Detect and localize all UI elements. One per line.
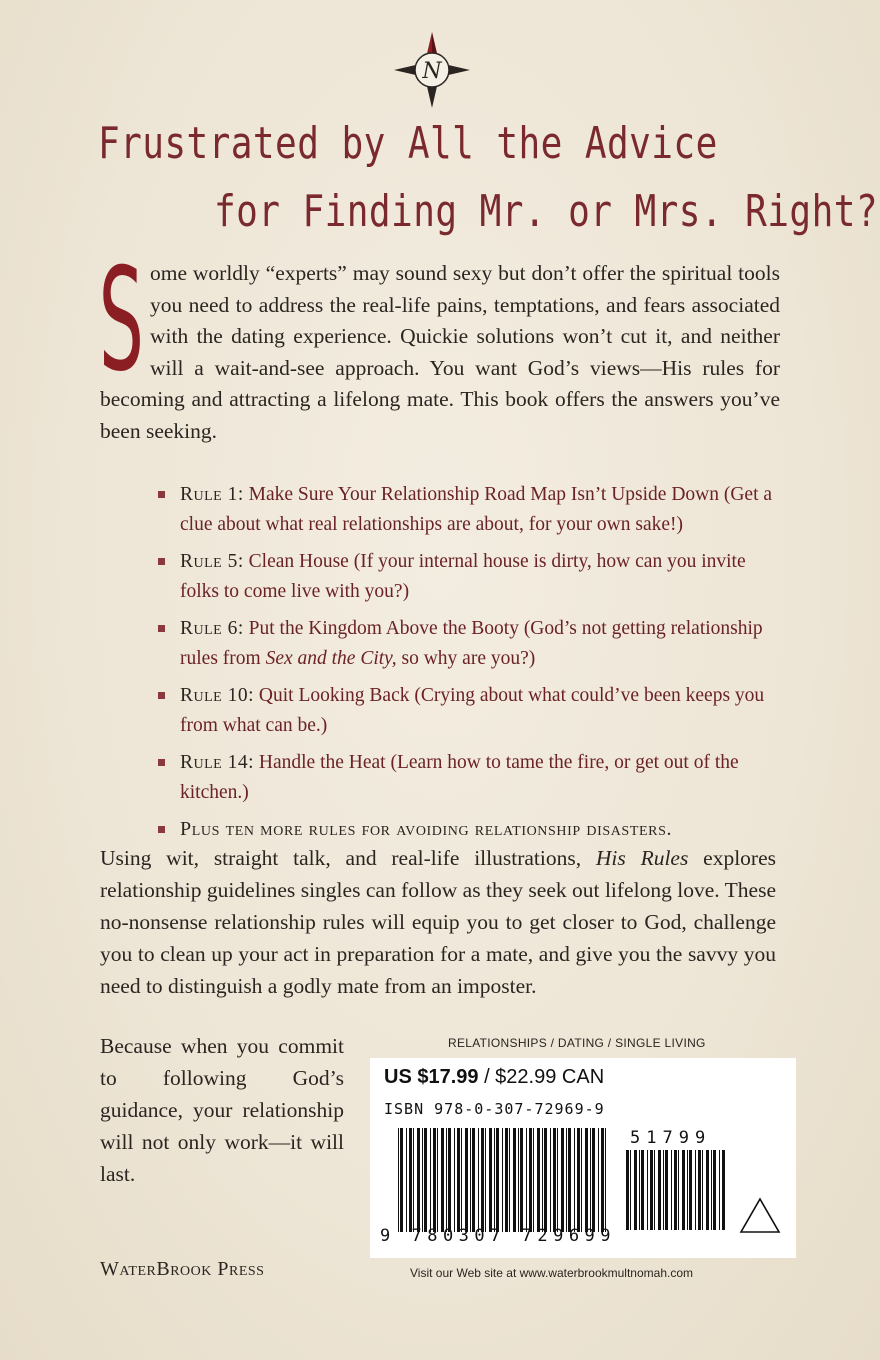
barcode-bar [689, 1150, 692, 1230]
category-label: RELATIONSHIPS / DATING / SINGLE LIVING [448, 1036, 706, 1050]
price-label: US $17.99 / $22.99 CAN [384, 1066, 605, 1088]
barcode-bar [496, 1128, 499, 1232]
compass-rose-icon [392, 30, 472, 110]
barcode-bar [568, 1128, 571, 1232]
barcode-bar [424, 1128, 427, 1232]
barcode-bar [553, 1128, 556, 1232]
barcode-bar [665, 1150, 668, 1230]
bullet-square-icon [158, 625, 165, 632]
publisher-name: WaterBrook Press [100, 1258, 265, 1280]
barcode-bar [630, 1150, 631, 1230]
barcode-bar [470, 1128, 471, 1232]
barcode-bar [448, 1128, 451, 1232]
barcode-bar [430, 1128, 431, 1232]
rule-text: Quit Looking Back (Crying about what could’ve been keeps you from what can be.) [180, 685, 765, 736]
barcode-bar [472, 1128, 475, 1232]
barcode-bar [544, 1128, 547, 1232]
barcode-bar [663, 1150, 664, 1230]
barcode-bar [526, 1128, 527, 1232]
rule-number: 10 [227, 685, 249, 706]
barcode-bar [605, 1128, 606, 1232]
intro-paragraph [98, 238, 780, 447]
rule-label: Rule [180, 551, 223, 572]
barcode-bar [590, 1128, 591, 1232]
barcode-bar [518, 1128, 519, 1232]
triangle-icon [738, 1196, 782, 1236]
barcode-bar [461, 1128, 462, 1232]
barcode-bar [639, 1150, 640, 1230]
barcode-bar [485, 1128, 486, 1232]
rule-number: 1 [227, 484, 238, 505]
barcode-bar [634, 1150, 637, 1230]
barcode-bar [529, 1128, 532, 1232]
rule-number: 6 [227, 618, 238, 639]
addon-digits: 51799 [630, 1128, 712, 1148]
website-text: Visit our Web site at www.waterbrookmultnomah.com [410, 1266, 694, 1280]
barcode-bar [674, 1150, 677, 1230]
barcode-bar [702, 1150, 703, 1230]
rule-number: 5 [227, 551, 238, 572]
barcode-bar [719, 1150, 720, 1230]
headline-line-2: for Finding Mr. or Mrs. Right? [214, 186, 878, 237]
barcode-bar [441, 1128, 444, 1232]
rule-item: Rule 10: Quit Looking Back (Crying about what could’ve been keeps you from what can be.) [158, 681, 778, 740]
barcode-bar [654, 1150, 655, 1230]
barcode-bar [433, 1128, 436, 1232]
rule-label: Rule [180, 618, 223, 639]
description-paragraph: Using wit, straight talk, and real-life illustrations, His Rules explores relationship guidelines singles can follow as they seek out lifelong love. These no-nonsense relationship rules will equip you to get closer to God, challenge you to clean up your act in preparation for a mate, and give you the savvy you need to distinguish a godly mate from an imposter. [100, 846, 776, 998]
barcode-bar [454, 1128, 455, 1232]
rule-item: Rule 6: Put the Kingdom Above the Booty (God’s not getting relationship rules from Sex and the City, so why are you?) [158, 614, 778, 673]
barcode-bar [557, 1128, 558, 1232]
barcode-bar [706, 1150, 709, 1230]
rule-item: Rule 5: Clean House (If your internal house is dirty, how can you invite folks to come live with you?) [158, 547, 778, 606]
ean-digits: 9 780307 729699 [380, 1226, 617, 1246]
tv-show-title: Sex and the City, [265, 647, 397, 669]
barcode-bar [577, 1128, 580, 1232]
barcode-bar [542, 1128, 543, 1232]
barcode-bar [678, 1150, 679, 1230]
barcode-bar [566, 1128, 567, 1232]
barcode-bar [481, 1128, 484, 1232]
barcode-bar [641, 1150, 644, 1230]
book-title: His Rules [595, 846, 689, 870]
rule-number: 14 [227, 752, 249, 773]
barcode-bar [417, 1128, 420, 1232]
barcode-bar [494, 1128, 495, 1232]
barcode-bar [682, 1150, 685, 1230]
plus-rules-text: Plus ten more rules for avoiding relationship disasters. [180, 818, 673, 840]
addon-barcode-icon [626, 1150, 726, 1230]
bullet-square-icon [158, 759, 165, 766]
barcode-bar [658, 1150, 661, 1230]
intro-text: ome worldly “experts” may sound sexy but don’t offer the spiritual tools you need to address the real-life pains, temptations, and fears associated with the dating experience. Quickie solutions won’t cut it, and neither will a wait-and-see approach. You want God’s views—His rules for becoming and attracting a lifelong mate. This book offers the answers you’ve been seeking. [100, 261, 780, 443]
barcode-bar [509, 1128, 510, 1232]
barcode-bar [601, 1128, 604, 1232]
barcode-bar [698, 1150, 701, 1230]
bullet-square-icon [158, 491, 165, 498]
barcode-bar [437, 1128, 438, 1232]
rule-text: Put the Kingdom Above the Booty (God’s not getting relationship rules from Sex and the City, so why are you?) [180, 618, 763, 669]
rule-item-plus [158, 815, 778, 845]
barcode-bar [489, 1128, 492, 1232]
closing-paragraph: Because when you commit to following God’s guidance, your relationship will not only work—it will last. [100, 1034, 344, 1186]
rule-text: Make Sure Your Relationship Road Map Isn’t Upside Down (Get a clue about what real relationships are about, for your own sake!) [180, 484, 773, 535]
barcode-bar [505, 1128, 508, 1232]
barcode-bar [465, 1128, 468, 1232]
barcode-bar [581, 1128, 582, 1232]
isbn-text: ISBN 978-0-307-72969-9 [384, 1100, 605, 1118]
barcode-bar [713, 1150, 716, 1230]
barcode-bar [398, 1128, 399, 1232]
barcode-bar [409, 1128, 412, 1232]
barcode-bar [647, 1150, 648, 1230]
bullet-square-icon [158, 558, 165, 565]
rule-label: Rule [180, 685, 223, 706]
barcode-bar [585, 1128, 588, 1232]
barcode-bar [400, 1128, 403, 1232]
drop-cap: S [98, 238, 146, 403]
rule-label: Rule [180, 752, 223, 773]
barcode-bar [537, 1128, 540, 1232]
rule-text: Clean House (If your internal house is dirty, how can you invite folks to come live with you?) [180, 551, 746, 602]
bullet-square-icon [158, 826, 165, 833]
barcode-bar [502, 1128, 503, 1232]
rule-item: Rule 1: Make Sure Your Relationship Road Map Isn’t Upside Down (Get a clue about what real relationships are about, for your own sake!) [158, 480, 778, 539]
headline-line-1: Frustrated by All the Advice [98, 118, 718, 169]
barcode-bar [513, 1128, 516, 1232]
barcode-bar [592, 1128, 595, 1232]
rule-item: Rule 14: Handle the Heat (Learn how to tame the fire, or get out of the kitchen.) [158, 748, 778, 807]
rules-list [158, 480, 778, 853]
barcode-bar [687, 1150, 688, 1230]
barcode-bar [406, 1128, 407, 1232]
barcode-bar [671, 1150, 672, 1230]
barcode-bar [626, 1150, 629, 1230]
barcode-bar [446, 1128, 447, 1232]
barcode-bar [478, 1128, 479, 1232]
barcode-bar [722, 1150, 725, 1230]
barcode-bar [598, 1128, 599, 1232]
barcode-bar [413, 1128, 414, 1232]
rule-text: Handle the Heat (Learn how to tame the fire, or get out of the kitchen.) [180, 752, 739, 803]
rule-label: Rule [180, 484, 223, 505]
barcode-panel [370, 1058, 796, 1258]
ean-barcode-icon [398, 1128, 608, 1232]
barcode-bar [422, 1128, 423, 1232]
barcode-bar [550, 1128, 551, 1232]
compass-letter: N [422, 59, 442, 84]
barcode-bar [520, 1128, 523, 1232]
barcode-bar [711, 1150, 712, 1230]
barcode-bar [457, 1128, 460, 1232]
barcode-bar [574, 1128, 575, 1232]
bullet-square-icon [158, 692, 165, 699]
barcode-bar [533, 1128, 534, 1232]
barcode-bar [695, 1150, 696, 1230]
barcode-bar [650, 1150, 653, 1230]
barcode-bar [561, 1128, 564, 1232]
